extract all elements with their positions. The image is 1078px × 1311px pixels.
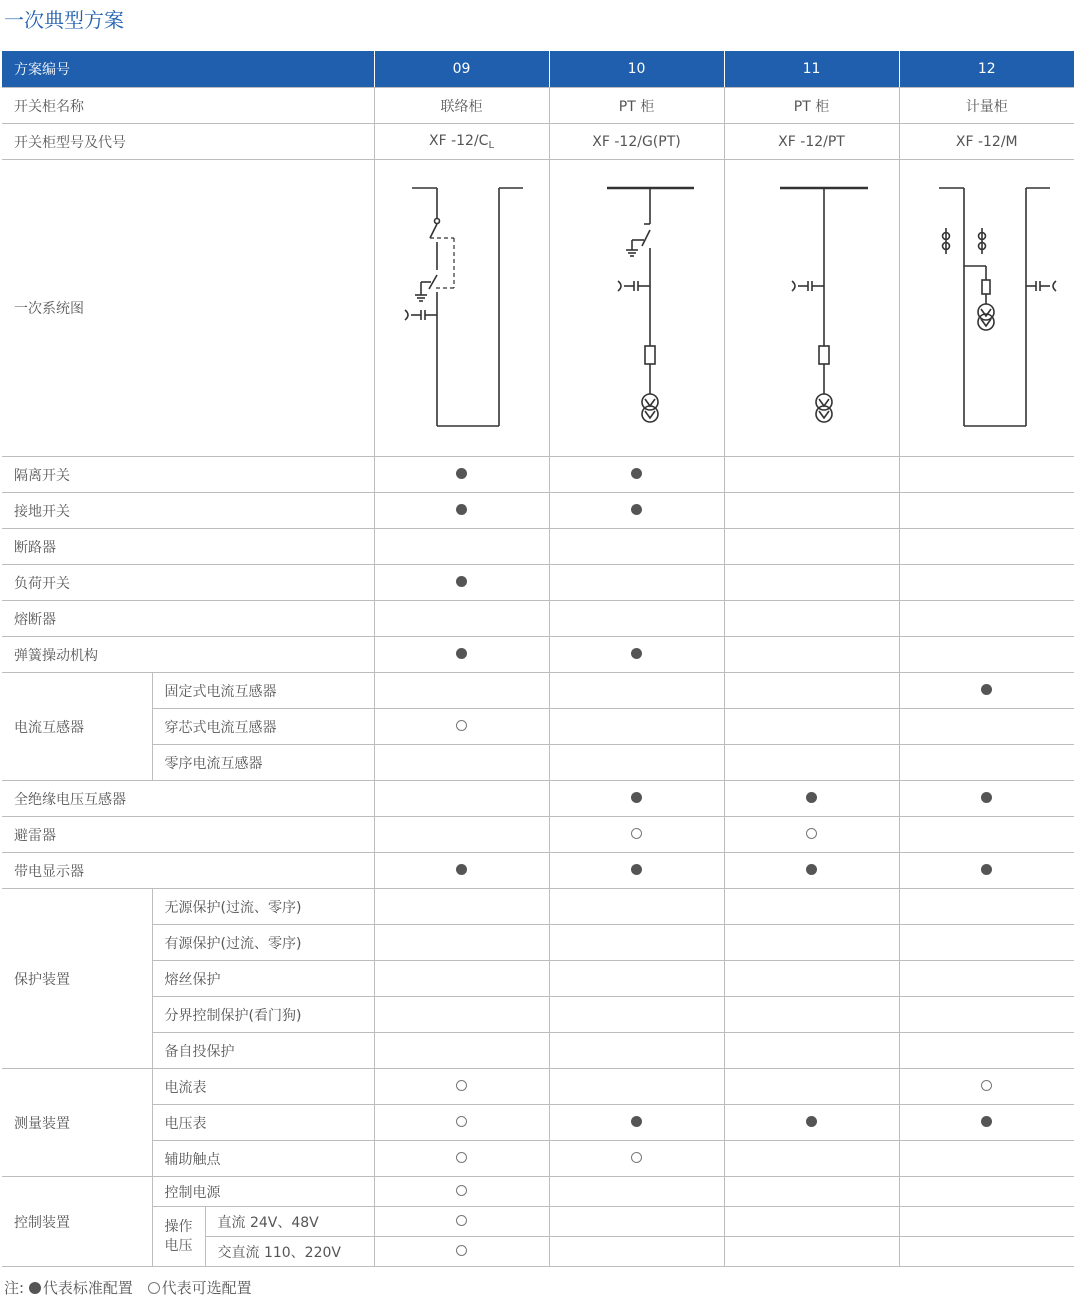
mark-cell xyxy=(549,1105,724,1141)
hollow-circle-icon xyxy=(148,1282,160,1294)
mark-cell xyxy=(374,493,549,529)
optional-config-icon xyxy=(806,828,817,839)
mark-cell xyxy=(899,781,1074,817)
mark-cell xyxy=(724,709,899,745)
cabinet-name: PT 柜 xyxy=(724,88,899,124)
filled-circle-icon xyxy=(29,1282,41,1294)
mark-cell xyxy=(724,961,899,997)
mark-cell xyxy=(374,565,549,601)
mark-cell xyxy=(899,1207,1074,1237)
mark-cell xyxy=(899,961,1074,997)
mark-cell xyxy=(899,565,1074,601)
table-row xyxy=(2,1105,1074,1141)
cabinet-model: XF -12/M xyxy=(899,124,1074,160)
mark-cell xyxy=(374,457,549,493)
row-label: 分界控制保护(看门狗) xyxy=(152,997,374,1033)
mark-cell xyxy=(549,997,724,1033)
legend-optional: 代表可选配置 xyxy=(161,1279,252,1297)
mark-cell xyxy=(374,601,549,637)
standard-config-icon xyxy=(806,792,817,803)
diagram-row xyxy=(2,160,1074,457)
mark-cell xyxy=(549,817,724,853)
table-row xyxy=(2,673,1074,709)
mark-cell xyxy=(374,889,549,925)
mark-cell xyxy=(899,1069,1074,1105)
mark-cell xyxy=(899,637,1074,673)
diagram-11 xyxy=(724,160,899,457)
table-row xyxy=(2,601,1074,637)
op-voltage-line2: 电压 xyxy=(164,1237,193,1254)
table-row xyxy=(2,745,1074,781)
diagram-09 xyxy=(374,160,549,457)
mark-cell xyxy=(899,493,1074,529)
mark-cell xyxy=(549,457,724,493)
table-row xyxy=(2,925,1074,961)
standard-config-icon xyxy=(631,504,642,515)
mark-cell xyxy=(899,853,1074,889)
mark-cell xyxy=(724,1105,899,1141)
standard-config-icon xyxy=(456,504,467,515)
mark-cell xyxy=(724,997,899,1033)
optional-config-icon xyxy=(631,828,642,839)
table-row xyxy=(2,529,1074,565)
row-label: 弹簧操动机构 xyxy=(2,637,374,673)
legend xyxy=(4,1277,252,1298)
cabinet-model: XF -12/G(PT) xyxy=(549,124,724,160)
row-label: 隔离开关 xyxy=(2,457,374,493)
legend-prefix: 注: xyxy=(4,1279,25,1297)
standard-config-icon xyxy=(631,468,642,479)
optional-config-icon xyxy=(456,1245,467,1256)
mark-cell xyxy=(374,673,549,709)
mark-cell xyxy=(899,1237,1074,1267)
mark-cell xyxy=(899,1141,1074,1177)
mark-cell xyxy=(724,1141,899,1177)
row-label: 控制电源 xyxy=(152,1177,374,1207)
mark-cell xyxy=(374,745,549,781)
row-label: 开关柜型号及代号 xyxy=(2,124,374,160)
row-label: 穿芯式电流互感器 xyxy=(152,709,374,745)
mark-cell xyxy=(549,961,724,997)
mark-cell xyxy=(899,997,1074,1033)
mark-cell xyxy=(549,925,724,961)
row-label: 全绝缘电压互感器 xyxy=(2,781,374,817)
standard-config-icon xyxy=(456,468,467,479)
mark-cell xyxy=(374,817,549,853)
legend-standard: 代表标准配置 xyxy=(42,1279,133,1297)
mark-cell xyxy=(724,889,899,925)
mark-cell xyxy=(549,565,724,601)
table-row xyxy=(2,457,1074,493)
table-row xyxy=(2,709,1074,745)
mark-cell xyxy=(549,889,724,925)
mark-cell xyxy=(374,925,549,961)
standard-config-icon xyxy=(981,864,992,875)
group-label: 电流互感器 xyxy=(2,673,152,781)
mark-cell xyxy=(374,853,549,889)
mark-cell xyxy=(549,1207,724,1237)
mark-cell xyxy=(899,457,1074,493)
mark-cell xyxy=(899,1105,1074,1141)
standard-config-icon xyxy=(631,1116,642,1127)
optional-config-icon xyxy=(456,1215,467,1226)
table-row xyxy=(2,961,1074,997)
row-label: 熔丝保护 xyxy=(152,961,374,997)
cabinet-name: PT 柜 xyxy=(549,88,724,124)
mark-cell xyxy=(549,709,724,745)
table-row xyxy=(2,1207,1074,1237)
mark-cell xyxy=(899,529,1074,565)
single-line-diagram-12 xyxy=(900,160,1074,456)
mark-cell xyxy=(724,745,899,781)
mark-cell xyxy=(899,817,1074,853)
single-line-diagram-11 xyxy=(725,160,899,456)
scheme-table xyxy=(2,51,1074,1267)
mark-cell xyxy=(549,601,724,637)
single-line-diagram-09 xyxy=(375,160,549,456)
mark-cell xyxy=(899,925,1074,961)
mark-cell xyxy=(374,1237,549,1267)
mark-cell xyxy=(374,709,549,745)
cabinet-model xyxy=(374,124,549,160)
mark-cell xyxy=(724,1069,899,1105)
row-label: 无源保护(过流、零序) xyxy=(152,889,374,925)
mark-cell xyxy=(374,1069,549,1105)
optional-config-icon xyxy=(981,1080,992,1091)
mark-cell xyxy=(899,673,1074,709)
cabinet-model: XF -12/PT xyxy=(724,124,899,160)
mark-cell xyxy=(724,457,899,493)
mark-cell xyxy=(899,1177,1074,1207)
cabinet-model-subscript: L xyxy=(488,139,495,151)
row-label: 开关柜名称 xyxy=(2,88,374,124)
table-row xyxy=(2,997,1074,1033)
table-row xyxy=(2,1069,1074,1105)
scheme-number-09: 09 xyxy=(374,51,549,88)
mark-cell xyxy=(549,1237,724,1267)
mark-cell xyxy=(899,601,1074,637)
table-row xyxy=(2,637,1074,673)
row-label: 固定式电流互感器 xyxy=(152,673,374,709)
standard-config-icon xyxy=(806,864,817,875)
cabinet-name: 联络柜 xyxy=(374,88,549,124)
mark-cell xyxy=(549,781,724,817)
mark-cell xyxy=(374,1207,549,1237)
mark-cell xyxy=(899,745,1074,781)
row-label: 直流 24V、48V xyxy=(205,1207,374,1237)
standard-config-icon xyxy=(631,648,642,659)
mark-cell xyxy=(374,781,549,817)
row-label: 熔断器 xyxy=(2,601,374,637)
page-title: 一次典型方案 xyxy=(4,8,124,32)
row-label: 辅助触点 xyxy=(152,1141,374,1177)
row-label: 零序电流互感器 xyxy=(152,745,374,781)
cabinet-model-row xyxy=(2,124,1074,160)
optional-config-icon xyxy=(456,1185,467,1196)
group-label: 控制装置 xyxy=(2,1177,152,1267)
mark-cell xyxy=(374,961,549,997)
scheme-number-11: 11 xyxy=(724,51,899,88)
mark-cell xyxy=(724,565,899,601)
row-label: 负荷开关 xyxy=(2,565,374,601)
standard-config-icon xyxy=(631,864,642,875)
row-label: 接地开关 xyxy=(2,493,374,529)
row-label: 电流表 xyxy=(152,1069,374,1105)
mark-cell xyxy=(724,637,899,673)
mark-cell xyxy=(899,1033,1074,1069)
mark-cell xyxy=(724,529,899,565)
mark-cell xyxy=(724,493,899,529)
row-label: 带电显示器 xyxy=(2,853,374,889)
mark-cell xyxy=(724,1207,899,1237)
mark-cell xyxy=(724,925,899,961)
standard-config-icon xyxy=(456,648,467,659)
table-row xyxy=(2,1141,1074,1177)
mark-cell xyxy=(549,529,724,565)
optional-config-icon xyxy=(456,1152,467,1163)
mark-cell xyxy=(549,637,724,673)
standard-config-icon xyxy=(981,1116,992,1127)
header-row xyxy=(2,51,1074,88)
mark-cell xyxy=(549,493,724,529)
op-voltage-label xyxy=(152,1207,205,1267)
mark-cell xyxy=(374,637,549,673)
table-row xyxy=(2,1177,1074,1207)
row-label: 电压表 xyxy=(152,1105,374,1141)
cabinet-name-row xyxy=(2,88,1074,124)
scheme-number-10: 10 xyxy=(549,51,724,88)
standard-config-icon xyxy=(981,684,992,695)
row-label: 一次系统图 xyxy=(2,160,374,457)
scheme-number-12: 12 xyxy=(899,51,1074,88)
mark-cell xyxy=(724,781,899,817)
table-row xyxy=(2,1033,1074,1069)
row-label: 断路器 xyxy=(2,529,374,565)
standard-config-icon xyxy=(981,792,992,803)
mark-cell xyxy=(374,1141,549,1177)
optional-config-icon xyxy=(456,720,467,731)
mark-cell xyxy=(549,1141,724,1177)
mark-cell xyxy=(724,1033,899,1069)
table-row xyxy=(2,565,1074,601)
mark-cell xyxy=(549,673,724,709)
mark-cell xyxy=(374,1105,549,1141)
group-label: 测量装置 xyxy=(2,1069,152,1177)
mark-cell xyxy=(549,745,724,781)
standard-config-icon xyxy=(456,576,467,587)
table-row xyxy=(2,889,1074,925)
mark-cell xyxy=(724,601,899,637)
diagram-12 xyxy=(899,160,1074,457)
row-label: 交直流 110、220V xyxy=(205,1237,374,1267)
optional-config-icon xyxy=(631,1152,642,1163)
standard-config-icon xyxy=(456,864,467,875)
row-label: 避雷器 xyxy=(2,817,374,853)
mark-cell xyxy=(724,673,899,709)
table-row xyxy=(2,817,1074,853)
row-label: 有源保护(过流、零序) xyxy=(152,925,374,961)
standard-config-icon xyxy=(631,792,642,803)
single-line-diagram-10 xyxy=(550,160,724,456)
mark-cell xyxy=(549,1069,724,1105)
mark-cell xyxy=(899,709,1074,745)
optional-config-icon xyxy=(456,1116,467,1127)
mark-cell xyxy=(724,817,899,853)
standard-config-icon xyxy=(806,1116,817,1127)
mark-cell xyxy=(374,1033,549,1069)
mark-cell xyxy=(374,1177,549,1207)
mark-cell xyxy=(374,997,549,1033)
mark-cell xyxy=(899,889,1074,925)
table-row xyxy=(2,781,1074,817)
optional-config-icon xyxy=(456,1080,467,1091)
cabinet-model-text: XF -12/C xyxy=(429,132,489,149)
mark-cell xyxy=(724,853,899,889)
mark-cell xyxy=(549,1177,724,1207)
mark-cell xyxy=(549,1033,724,1069)
mark-cell xyxy=(724,1237,899,1267)
cabinet-name: 计量柜 xyxy=(899,88,1074,124)
table-row xyxy=(2,853,1074,889)
header-label: 方案编号 xyxy=(2,51,374,88)
table-row xyxy=(2,493,1074,529)
mark-cell xyxy=(549,853,724,889)
row-label: 备自投保护 xyxy=(152,1033,374,1069)
mark-cell xyxy=(724,1177,899,1207)
diagram-10 xyxy=(549,160,724,457)
mark-cell xyxy=(374,529,549,565)
group-label: 保护装置 xyxy=(2,889,152,1069)
op-voltage-line1: 操作 xyxy=(164,1218,193,1235)
